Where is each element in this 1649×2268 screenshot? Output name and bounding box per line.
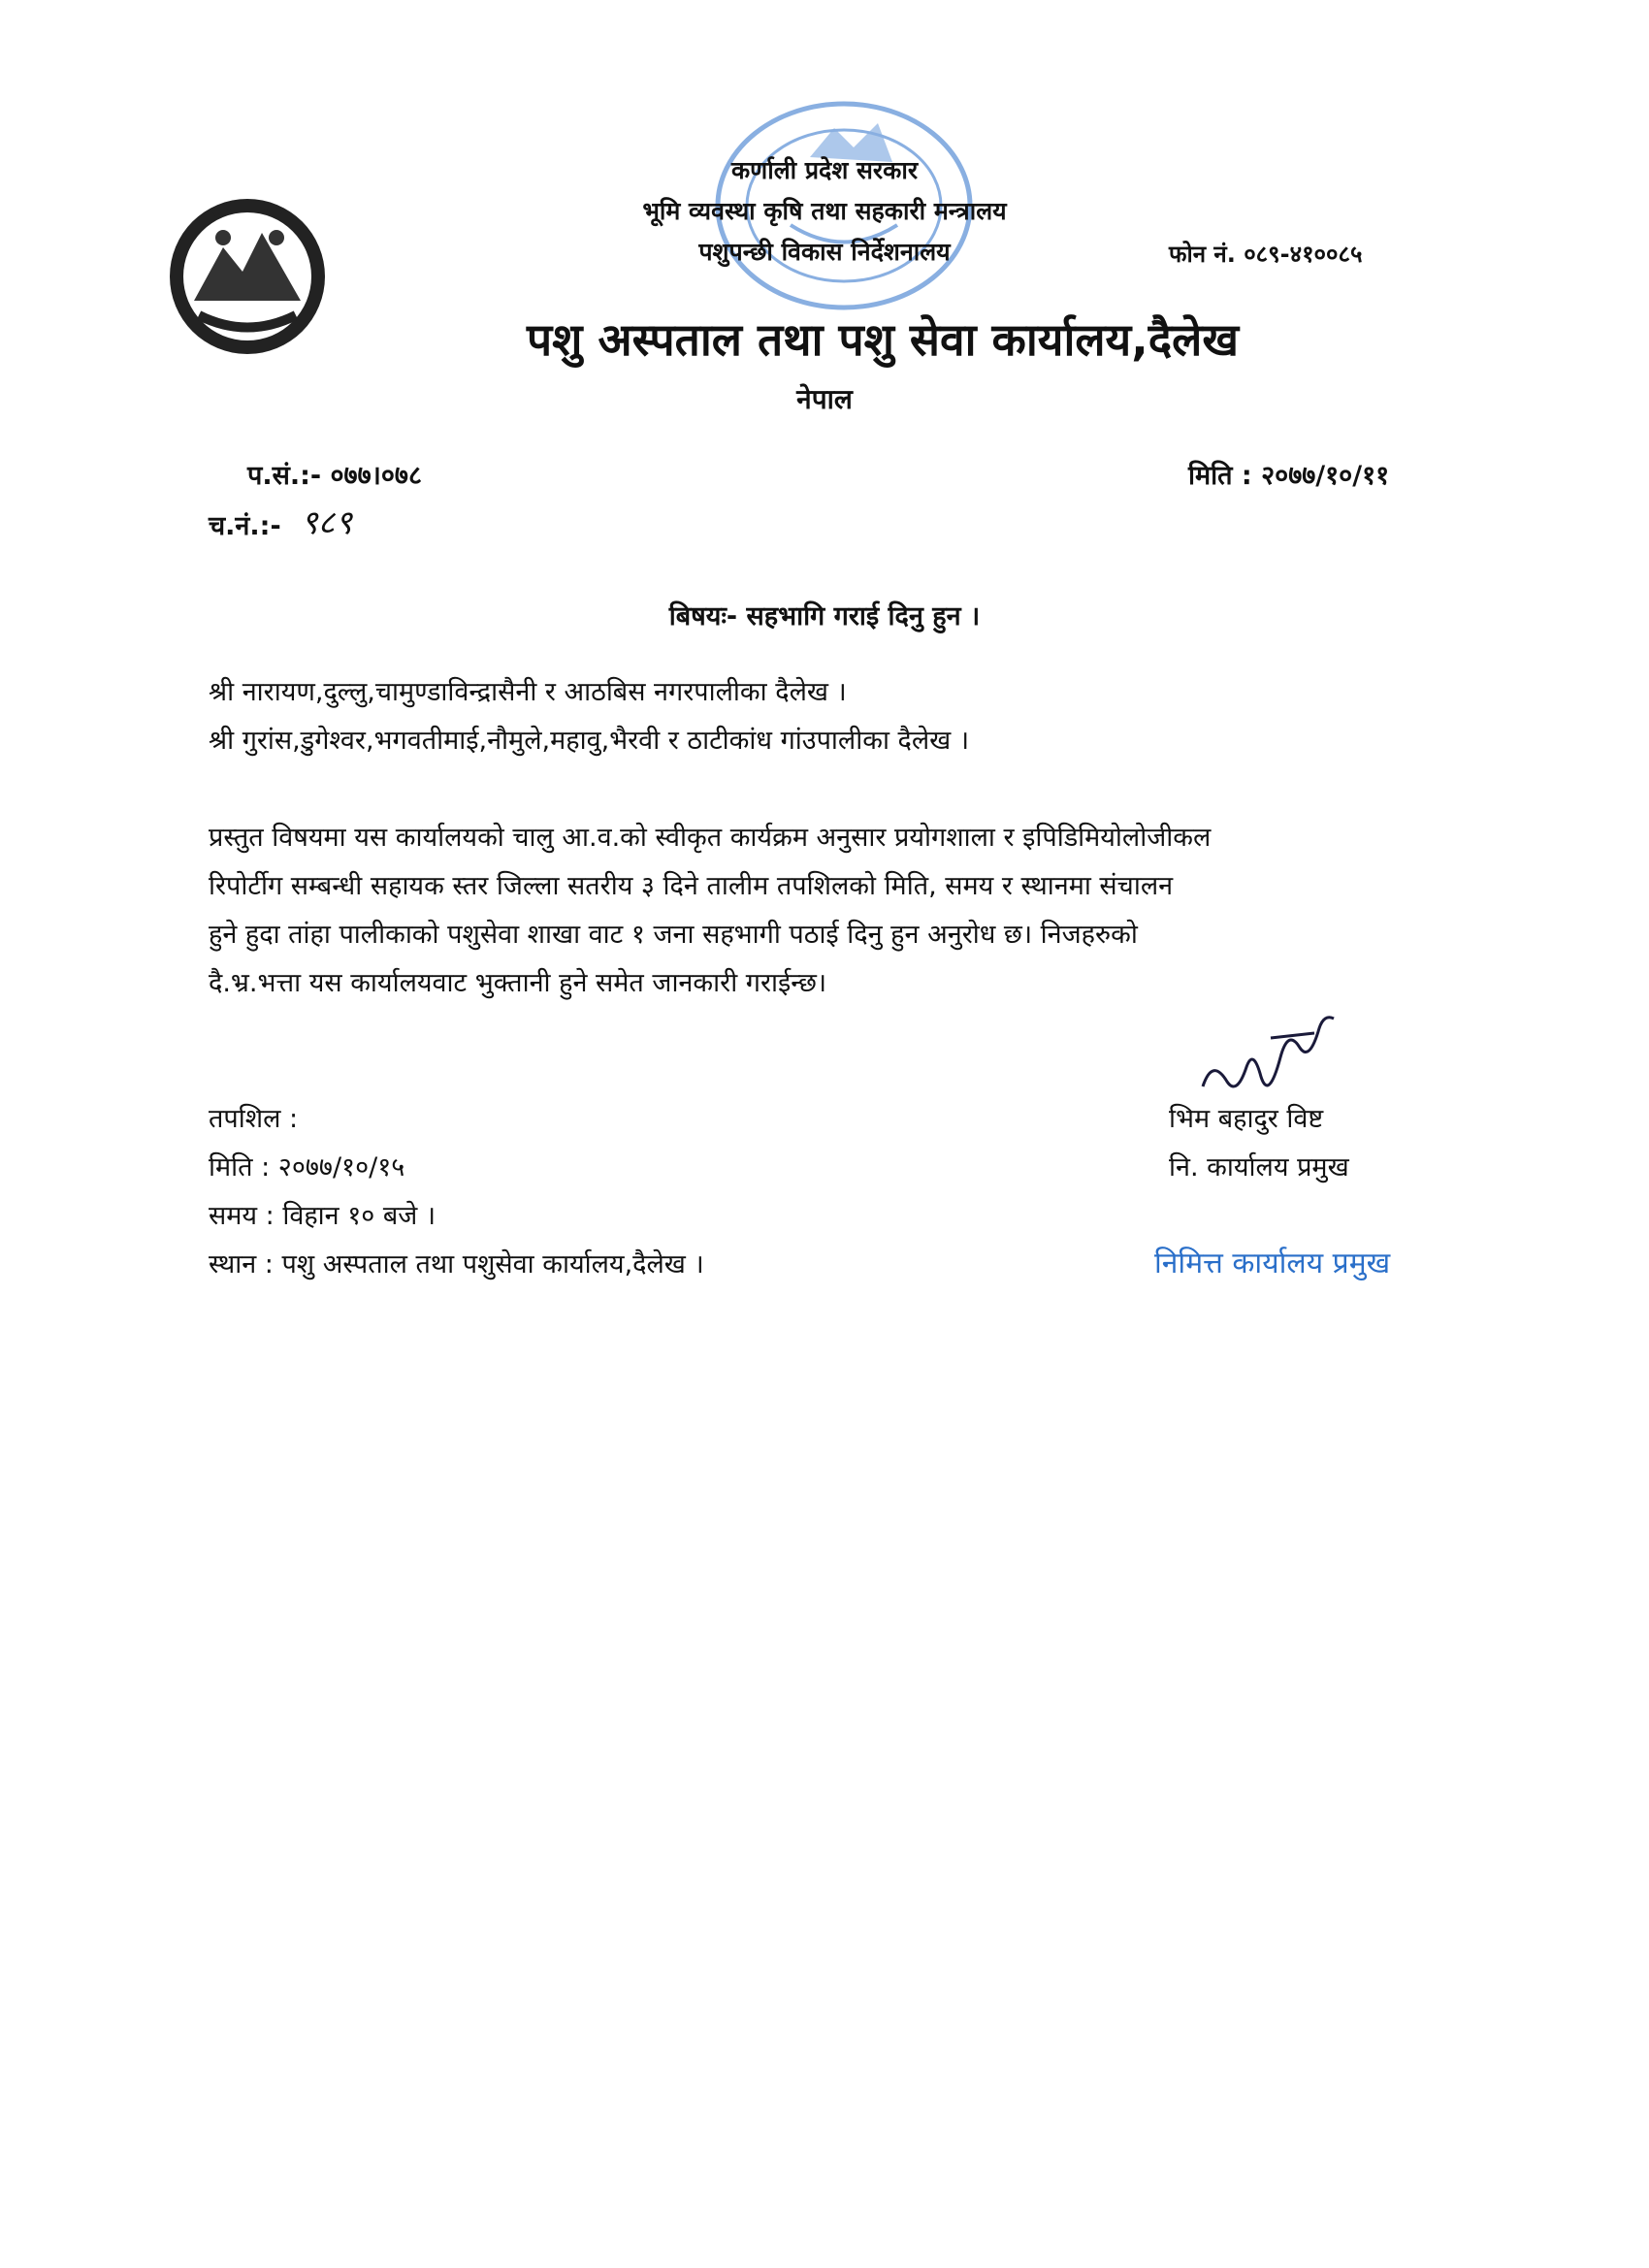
header-phone: फोन नं. ०८९-४१००८५ [1169,241,1363,268]
reference-cn-value: ९८९ [301,503,353,542]
body-line-3: हुने हुदा तांहा पालीकाको पशुसेवा शाखा वाट १ जना सहभागी पठाई दिनु हुन अनुरोध छ। निजहरुको [209,920,1138,950]
header-directorate: पशुपन्छी विकास निर्देशनालय [698,238,951,266]
signatory-name: भिम बहादुर विष्ट [1169,1104,1324,1134]
letter-date: मिति : २०७७/१०/११ [1188,461,1390,491]
body-line-2: रिपोर्टीग सम्बन्धी सहायक स्तर जिल्ला सतरीय ३ दिने तालीम तपशिलको मिति, समय र स्थानमा संचालन [209,871,1174,901]
header-country: नेपाल [796,383,853,415]
recipient-line-1: श्री नारायण,दुल्लु,चामुण्डाविन्द्रासैनी र आठबिस नगरपालीका दैलेख । [209,677,847,707]
designation-stamp: निमित्त कार्यालय प्रमुख [1154,1247,1391,1280]
header-province: कर्णाली प्रदेश सरकार [730,156,919,184]
subject-line: बिषयः- सहभागि गराई दिनु हुन । [668,601,981,632]
details-place: स्थान : पशु अस्पताल तथा पशुसेवा कार्यालय,दैलेख । [209,1249,704,1280]
reference-ps: प.सं.:- ०७७।०७८ [247,461,422,491]
signatory-designation: नि. कार्यालय प्रमुख [1169,1152,1349,1183]
recipient-line-2: श्री गुरांस,डुगेश्वर,भगवतीमाई,नौमुले,महावु,भैरवी र ठाटीकांध गांउपालीका दैलेख । [209,726,970,756]
body-line-4: दै.भ्र.भत्ता यस कार्यालयवाट भुक्तानी हुने समेत जानकारी गराईन्छ। [209,968,827,998]
header-ministry: भूमि व्यवस्था कृषि तथा सहकारी मन्त्रालय [642,197,1007,225]
details-heading: तपशिल : [209,1104,299,1134]
office-title: पशु अस्पताल तथा पशु सेवा कार्यालय,दैलेख [527,313,1239,366]
reference-cn-label: च.नं.:- [209,511,281,541]
details-date: मिति : २०७७/१०/१५ [209,1152,405,1183]
body-line-1: प्रस्तुत विषयमा यस कार्यालयको चालु आ.व.को स्वीकृत कार्यक्रम अनुसार प्रयोगशाला र इपिडिमियोलोजीकल [209,823,1212,853]
details-time: समय : विहान १० बजे । [209,1201,436,1231]
